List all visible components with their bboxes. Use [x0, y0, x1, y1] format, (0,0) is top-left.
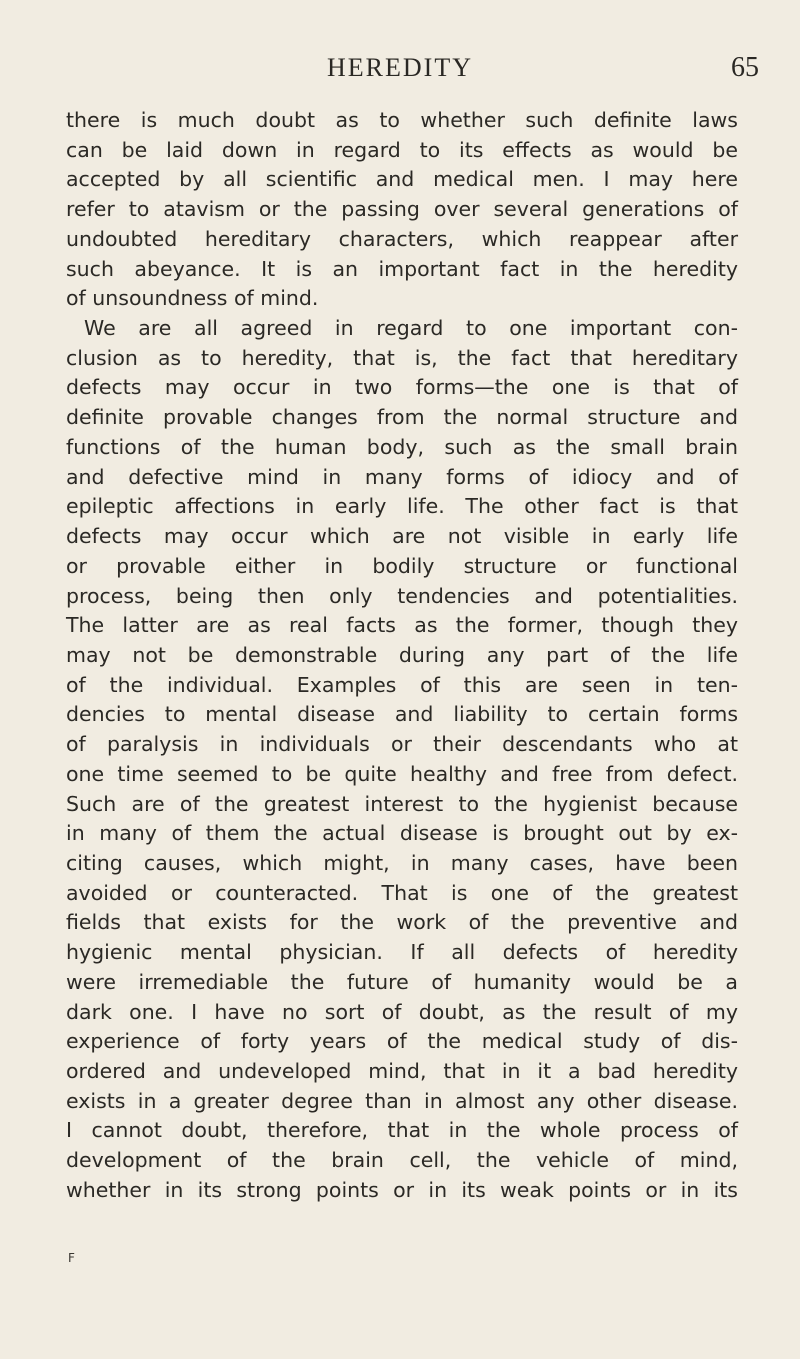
text-line: of unsoundness of mind. [66, 286, 319, 311]
text-line: avoided or counteracted. That is one of the greatest [66, 880, 738, 905]
text-line: undoubted hereditary characters, which reappear after [66, 226, 738, 251]
text-line: may not be demonstrable during any part of the life [66, 642, 738, 667]
text-line: such abeyance. It is an important fact in the heredity [66, 256, 738, 281]
text-line: fields that exists for the work of the preventive and [66, 910, 738, 935]
text-line: dark one. I have no sort of doubt, as the result of my [66, 999, 738, 1024]
text-line: development of the brain cell, the vehicle of mind, [66, 1148, 738, 1173]
text-line: in many of them the actual disease is brought out by ex- [66, 821, 738, 846]
text-line: functions of the human body, such as the small brain [66, 434, 738, 459]
text-line: process, being then only tendencies and potentialities. [66, 583, 738, 608]
text-line: defects may occur which are not visible in early life [66, 524, 738, 549]
text-line: We are all agreed in regard to one important con- [84, 316, 738, 341]
text-line: one time seemed to be quite healthy and free from defect. [66, 761, 738, 786]
text-line: can be laid down in regard to its effects as would be [66, 137, 738, 162]
text-line: I cannot doubt, therefore, that in the whole process of [66, 1118, 738, 1143]
body-text [66, 106, 738, 1206]
text-line: experience of forty years of the medical study of dis- [66, 1029, 738, 1054]
text-line: hygienic mental physician. If all defects of heredity [66, 940, 738, 965]
text-line: defects may occur in two forms—the one is that of [66, 375, 738, 400]
page-number: 65 [731, 52, 759, 83]
text-line: refer to atavism or the passing over several generations of [66, 197, 738, 222]
text-line: of the individual. Examples of this are seen in ten- [66, 672, 738, 697]
text-line: whether in its strong points or in its weak points or in its [66, 1177, 738, 1202]
text-line: The latter are as real facts as the former, though they [66, 613, 738, 638]
text-line: were irremediable the future of humanity would be a [66, 969, 738, 994]
text-line: and defective mind in many forms of idiocy and of [66, 464, 738, 489]
text-line: citing causes, which might, in many cases, have been [66, 850, 738, 875]
text-line: exists in a greater degree than in almost any other disease. [66, 1088, 738, 1113]
text-line: clusion as to heredity, that is, the fact that hereditary [66, 345, 738, 370]
text-line: dencies to mental disease and liability to certain forms [66, 702, 738, 727]
text-line: or provable either in bodily structure or functional [66, 553, 738, 578]
running-title: HEREDITY [327, 53, 473, 82]
text-line: epileptic affections in early life. The other fact is that [66, 494, 738, 519]
text-line: there is much doubt as to whether such definite laws [66, 108, 738, 132]
text-line: definite provable changes from the normal structure and [66, 405, 738, 430]
signature-mark: F [68, 1251, 75, 1265]
text-line: accepted by all scientific and medical men. I may here [66, 167, 738, 192]
text-line: ordered and undeveloped mind, that in it a bad heredity [66, 1059, 738, 1083]
text-line: Such are of the greatest interest to the hygienist because [66, 791, 738, 816]
running-head [0, 50, 800, 86]
text-line: of paralysis in individuals or their descendants who at [66, 732, 738, 757]
